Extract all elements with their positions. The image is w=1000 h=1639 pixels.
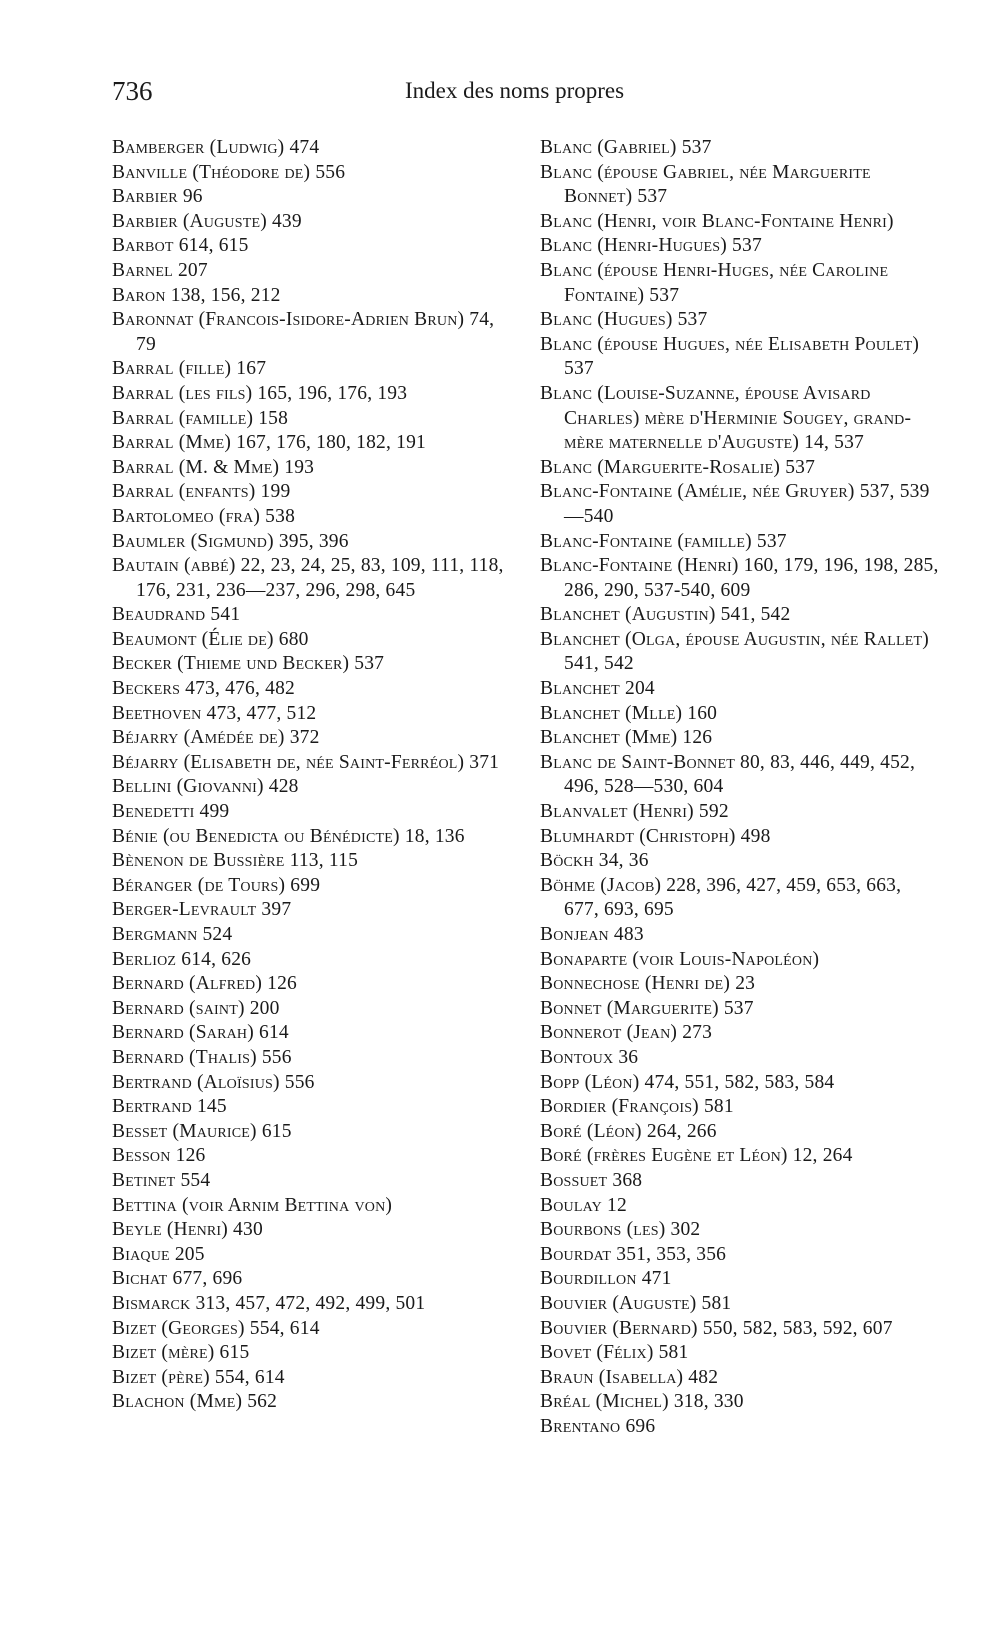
index-entry: Barnel 207: [112, 259, 208, 281]
index-entry: Besset (Maurice) 615: [112, 1120, 292, 1142]
index-entry: Blumhardt (Christoph) 498: [540, 825, 771, 847]
index-entry: Blanc de Saint-Bonnet 80, 83, 446, 449, 452, 496, 528—530, 604: [540, 751, 916, 798]
index-entry: Blanc (épouse Hugues, née Elisabeth Poulet) 537: [540, 333, 920, 380]
index-entry: Beyle (Henri) 430: [112, 1219, 263, 1241]
index-entry: Blanc-Fontaine (Henri) 160, 179, 196, 198, 285, 286, 290, 537-540, 609: [540, 555, 939, 601]
index-column-left: [112, 136, 507, 1415]
index-entry: Bettina (voir Arnim Bettina von): [112, 1194, 393, 1216]
index-entry: Barbier 96: [112, 186, 203, 208]
index-entry: Bamberger (Ludwig) 474: [112, 137, 320, 158]
index-entry: Böhme (Jacob) 228, 396, 427, 459, 653, 663, 677, 693, 695: [540, 874, 902, 921]
index-entry: Barral (les fils) 165, 196, 176, 193: [112, 382, 408, 404]
index-entry: Boré (frères Eugène et Léon) 12, 264: [540, 1145, 853, 1167]
index-entry: Braun (Isabella) 482: [540, 1366, 719, 1388]
index-entry: Bènenon de Bussière 113, 115: [112, 850, 359, 872]
index-entry: Blanchet (Mlle) 160: [540, 702, 718, 724]
index-entry: Baronnat (Francois-Isidore-Adrien Brun) 74, 79: [112, 309, 495, 355]
index-entry: Bouvier (Bernard) 550, 582, 583, 592, 607: [540, 1317, 893, 1339]
index-entry: Beaudrand 541: [112, 604, 241, 626]
index-entry: Besson 126: [112, 1145, 206, 1167]
index-entry: Bernard (Sarah) 614: [112, 1022, 289, 1044]
index-entry: Bernard (saint) 200: [112, 997, 280, 1019]
index-entry: Beethoven 473, 477, 512: [112, 702, 317, 724]
index-entry: Bautain (abbé) 22, 23, 24, 25, 83, 109, 111, 118, 176, 231, 236—237, 296, 298, 645: [112, 555, 504, 601]
index-entry: Bonnet (Marguerite) 537: [540, 997, 754, 1019]
index-entry: Berger-Levrault 397: [112, 899, 292, 921]
index-entry: Blanc (Marguerite-Rosalie) 537: [540, 456, 816, 478]
index-entry: Blanchet (Augustin) 541, 542: [540, 604, 791, 626]
index-entry: Boré (Léon) 264, 266: [540, 1120, 717, 1142]
index-entry: Blanc-Fontaine (famille) 537: [540, 530, 787, 552]
index-entry: Bénie (ou Benedicta ou Bénédicte) 18, 136: [112, 825, 465, 847]
index-entry: Bossuet 368: [540, 1169, 643, 1191]
index-entry: Banville (Théodore de) 556: [112, 161, 346, 183]
page-number: 736: [112, 76, 153, 106]
index-entry: Bizet (père) 554, 614: [112, 1366, 285, 1388]
index-entry: Bonnechose (Henri de) 23: [540, 973, 756, 995]
index-entry: Blanchet (Mme) 126: [540, 727, 713, 749]
index-entry: Baumler (Sigmund) 395, 396: [112, 530, 349, 552]
page-header: [0, 76, 1000, 116]
index-entry: Barral (enfants) 199: [112, 481, 291, 503]
index-entry: Bonjean 483: [540, 924, 644, 945]
index-entry: Boulay 12: [540, 1194, 627, 1216]
running-title: Index des noms propres: [405, 78, 625, 103]
index-entry: Biaque 205: [112, 1243, 205, 1265]
index-entry: Bourdat 351, 353, 356: [540, 1243, 727, 1265]
index-entry: Baron 138, 156, 212: [112, 284, 281, 306]
index-entry: Bovet (Félix) 581: [540, 1342, 689, 1364]
index-entry: Bourbons (les) 302: [540, 1219, 701, 1241]
index-entry: Bertrand 145: [112, 1096, 227, 1118]
index-entry: Barral (M. & Mme) 193: [112, 456, 315, 478]
index-entry: Benedetti 499: [112, 801, 230, 823]
index-entry: Bopp (Léon) 474, 551, 582, 583, 584: [540, 1071, 835, 1093]
index-entry: Barbot 614, 615: [112, 235, 249, 257]
index-entry: Beaumont (Élie de) 680: [112, 628, 309, 650]
index-entry: Blanc (Louise-Suzanne, épouse Avisard Charles) mère d'Herminie Sougey, grand-mère maternelle d'Auguste) 14, 537: [540, 382, 912, 454]
index-entry: Blanc-Fontaine (Amélie, née Gruyer) 537, 539—540: [540, 481, 930, 527]
index-entry: Blanc (Gabriel) 537: [540, 137, 712, 158]
index-entry: Bichat 677, 696: [112, 1268, 243, 1290]
index-entry: Blanchet (Olga, épouse Augustin, née Rallet) 541, 542: [540, 628, 929, 675]
index-entry: Blanc (Henri-Hugues) 537: [540, 235, 762, 257]
index-entry: Becker (Thieme und Becker) 537: [112, 653, 385, 675]
index-entry: Blachon (Mme) 562: [112, 1391, 278, 1413]
index-entry: Blanvalet (Henri) 592: [540, 801, 729, 823]
index-entry: Böckh 34, 36: [540, 850, 649, 872]
index-entry: Blanchet 204: [540, 678, 655, 700]
index-entry: Bouvier (Auguste) 581: [540, 1292, 732, 1314]
index-entry: Blanc (épouse Gabriel, née Marguerite Bonnet) 537: [540, 161, 871, 208]
index-entry: Bismarck 313, 457, 472, 492, 499, 501: [112, 1292, 426, 1314]
index-entry: Bontoux 36: [540, 1046, 639, 1068]
index-entry: Bernard (Alfred) 126: [112, 973, 297, 995]
index-entry: Bréal (Michel) 318, 330: [540, 1391, 744, 1413]
index-entry: Bernard (Thalis) 556: [112, 1046, 292, 1068]
index-entry: Blanc (Henri, voir Blanc-Fontaine Henri): [540, 210, 894, 232]
index-entry: Bordier (François) 581: [540, 1096, 734, 1118]
index-entry: Barbier (Auguste) 439: [112, 210, 302, 232]
index-entry: Brentano 696: [540, 1415, 656, 1437]
index-column-right: [540, 136, 940, 1439]
index-entry: Barral (famille) 158: [112, 407, 289, 429]
index-entry: Bellini (Giovanni) 428: [112, 776, 299, 798]
index-entry: Bizet (mère) 615: [112, 1342, 250, 1364]
index-entry: Béjarry (Amédée de) 372: [112, 727, 320, 749]
index-entry: Bizet (Georges) 554, 614: [112, 1317, 320, 1339]
index-entry: Betinet 554: [112, 1169, 211, 1191]
index-entry: Barral (fille) 167: [112, 358, 267, 380]
index-entry: Berlioz 614, 626: [112, 948, 252, 970]
index-entry: Bonaparte (voir Louis-Napoléon): [540, 948, 820, 970]
index-entry: Beckers 473, 476, 482: [112, 678, 296, 700]
index-entry: Bartolomeo (fra) 538: [112, 505, 296, 527]
index-entry: Bourdillon 471: [540, 1268, 672, 1290]
index-entry: Blanc (épouse Henri-Huges, née Caroline Fontaine) 537: [540, 259, 889, 306]
index-entry: Béjarry (Elisabeth de, née Saint-Ferréol) 371: [112, 751, 500, 773]
index-entry: Barral (Mme) 167, 176, 180, 182, 191: [112, 432, 426, 454]
index-entry: Béranger (de Tours) 699: [112, 874, 321, 896]
index-entry: Blanc (Hugues) 537: [540, 309, 708, 331]
index-entry: Bertrand (Aloïsius) 556: [112, 1071, 315, 1093]
index-entry: Bergmann 524: [112, 924, 233, 945]
index-entry: Bonnerot (Jean) 273: [540, 1022, 713, 1044]
